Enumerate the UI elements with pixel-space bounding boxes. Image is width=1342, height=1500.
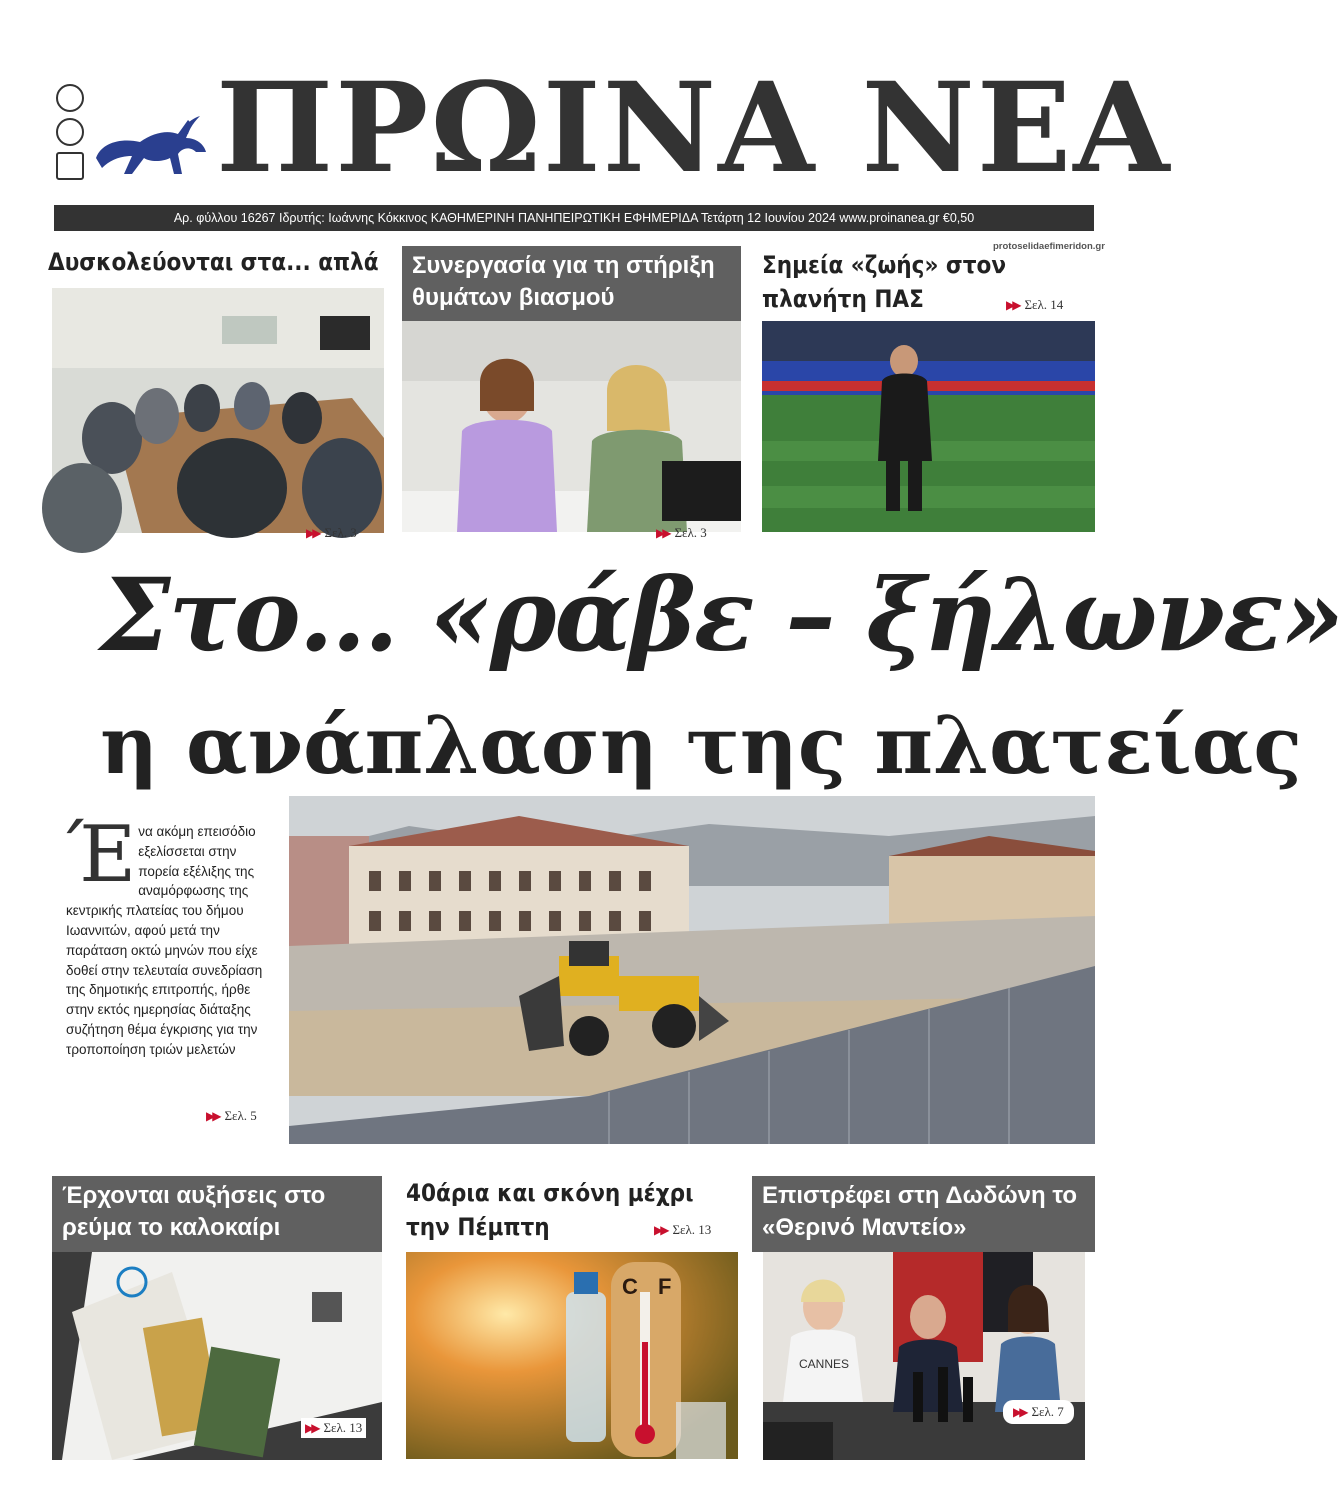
square-construction-photo — [289, 796, 1095, 1144]
story-3-page-ref[interactable]: ▶▶ Σελ. 14 — [1006, 297, 1064, 312]
watermark: protoselidaefimeridon.gr — [993, 241, 1105, 252]
seal-icon — [56, 118, 84, 146]
story-3-title[interactable]: Σημεία «ζωής» στον πλανήτη ΠΑΣ — [762, 251, 1007, 313]
publisher-logos — [54, 84, 84, 184]
bottom-story-3-page-ref[interactable]: ▶▶ Σελ. 7 — [1003, 1400, 1074, 1424]
issue-info-bar: Αρ. φύλλου 16267 Ιδρυτής: Ιωάννης Κόκκινος ΚΑΘΗΜΕΡΙΝΗ ΠΑΝΗΠΕΙΡΩΤΙΚΗ ΕΦΗΜΕΡΙΔΑ Τετάρτη 12 Ιουνίου 2024 www.proinanea.gr €0,50 — [54, 205, 1094, 231]
stadium-photo — [762, 321, 1095, 532]
story-2-title[interactable]: Συνεργασία για τη στήριξη θυμάτων βιασμού — [402, 246, 741, 321]
bottom-story-2-title[interactable]: 40άρια και σκόνη μέχρι την Πέμπτη — [406, 1179, 694, 1241]
main-story-page-ref[interactable]: ▶▶ Σελ. 5 — [206, 1108, 257, 1123]
press-conference-photo — [763, 1252, 1085, 1460]
thermometer-f-label: F — [658, 1274, 672, 1299]
bottom-story-3-title[interactable]: Επιστρέφει στη Δωδώνη το «Θερινό Μαντείο» — [752, 1176, 1095, 1252]
bottom-story-1-title[interactable]: Έρχονται αυξήσεις στο ρεύμα το καλοκαίρι — [52, 1176, 382, 1252]
main-headline-line2[interactable]: η ανάπλαση της πλατείας — [100, 698, 1303, 792]
masthead-title: ΠΡΩΙΝΑ ΝΕΑ — [216, 56, 1172, 201]
story-2-page-ref[interactable]: ▶▶ Σελ. 3 — [656, 525, 707, 540]
goat-logo-icon — [92, 112, 210, 182]
stamp-icon — [56, 152, 84, 180]
heat-thermometer-photo — [406, 1252, 738, 1459]
story-1-page-ref[interactable]: ▶▶ Σελ. 3 — [306, 525, 357, 540]
seal-icon — [56, 84, 84, 112]
bottom-story-1-page-ref[interactable]: ▶▶ Σελ. 13 — [301, 1418, 366, 1438]
cannes-shirt-text: CANNES — [799, 1357, 850, 1371]
meeting-photo — [52, 288, 384, 533]
two-women-photo — [402, 321, 741, 532]
story-1-title[interactable]: Δυσκολεύονται στα... απλά — [48, 248, 379, 276]
main-headline-line1[interactable]: Στο… «ράβε – ξήλωνε» — [100, 556, 1342, 674]
main-story-lead — [66, 810, 270, 1060]
bottom-story-2-page-ref[interactable]: ▶▶ Σελ. 13 — [654, 1222, 712, 1237]
lead-text: να ακόμη επεισόδιο εξελίσσεται στην πορεία εξέλιξης της αναμόρφωσης της κεντρικής πλατείας του δήμου Ιωαννιτών, αφού μετά την παράταση οκτώ μηνών που είχε δοθεί στην τελευταία συνεδρίαση της δημοτικής επιτροπής, ήρθε στην εκτός ημερησίας διάταξης συζήτηση θέμα έγκρισης για την τροποποίηση τριών μελετών — [66, 824, 263, 1057]
drop-cap: Έ — [66, 810, 137, 900]
thermometer-c-label: C — [622, 1274, 638, 1299]
